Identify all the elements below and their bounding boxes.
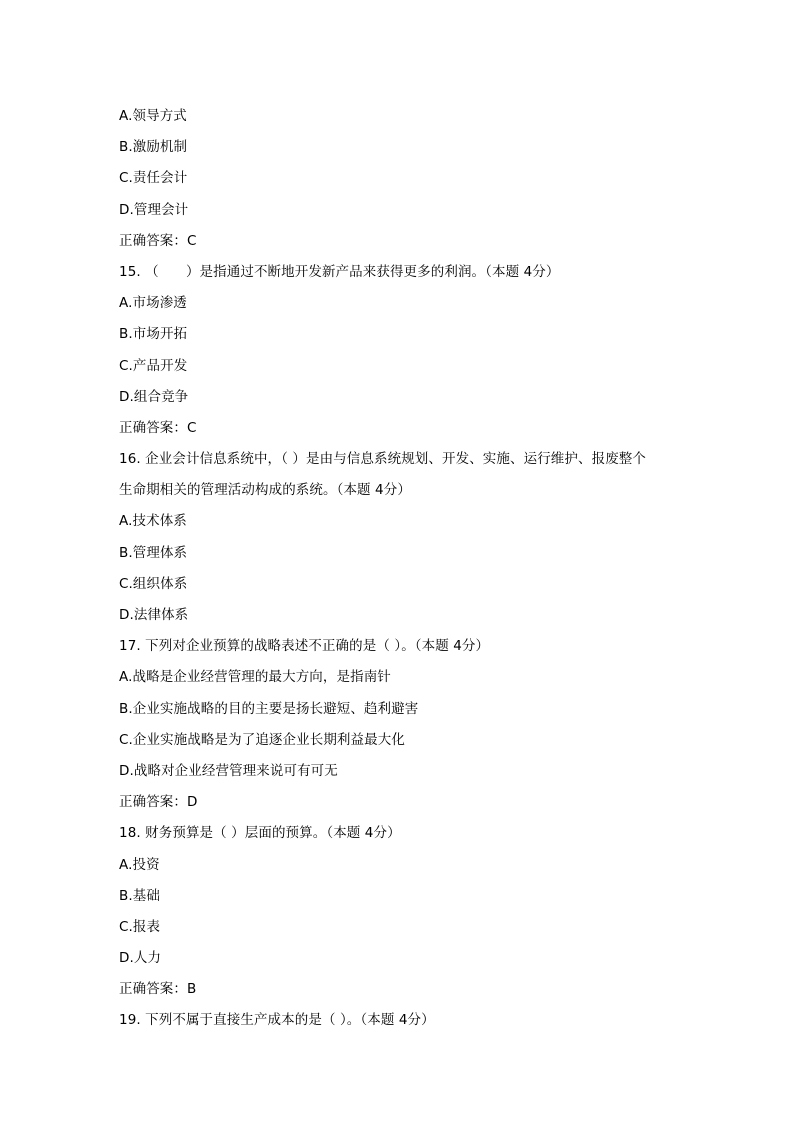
- option-c: C.报表: [119, 918, 161, 935]
- option-a: A.战略是企业经营管理的最大方向，是指南针: [119, 669, 391, 686]
- option-a: A.投资: [119, 856, 160, 873]
- option-d: D.组合竞争: [119, 388, 189, 405]
- question-16-continued: 生命期相关的管理活动构成的系统。（本题 4分）: [119, 482, 411, 499]
- option-b: B.市场开拓: [119, 326, 188, 343]
- option-d: D.战略对企业经营管理来说可有可无: [119, 762, 338, 779]
- question-15: 15. （ ）是指通过不断地开发新产品来获得更多的利润。（本题 4分）: [119, 263, 560, 280]
- correct-answer: 正确答案：D: [119, 794, 198, 811]
- question-19: 19. 下列不属于直接生产成本的是（ ）。（本题 4分）: [119, 1012, 435, 1029]
- option-c: C.企业实施战略是为了追逐企业长期利益最大化: [119, 731, 405, 748]
- option-c: C.责任会计: [119, 170, 188, 187]
- option-d: D.管理会计: [119, 201, 189, 218]
- option-b: B.管理体系: [119, 544, 188, 561]
- correct-answer: 正确答案：C: [119, 419, 197, 436]
- option-a: A.领导方式: [119, 108, 187, 124]
- question-17: 17. 下列对企业预算的战略表述不正确的是（ ）。（本题 4分）: [119, 638, 490, 655]
- option-a: A.市场渗透: [119, 295, 187, 312]
- option-b: B.基础: [119, 887, 160, 904]
- option-d: D.法律体系: [119, 607, 189, 623]
- option-b: B.企业实施战略的目的主要是扬长避短、趋利避害: [119, 700, 419, 717]
- option-c: C.组织体系: [119, 575, 188, 592]
- option-c: C.产品开发: [119, 357, 188, 374]
- question-18: 18. 财务预算是（ ）层面的预算。（本题 4分）: [119, 825, 401, 842]
- option-d: D.人力: [119, 950, 162, 967]
- document-content: [119, 101, 689, 1037]
- option-b: B.激励机制: [119, 139, 188, 156]
- correct-answer: 正确答案：C: [119, 232, 197, 249]
- question-16: 16. 企业会计信息系统中，（ ）是由与信息系统规划、开发、实施、运行维护、报废整个: [119, 451, 647, 468]
- option-a: A.技术体系: [119, 513, 187, 530]
- correct-answer: 正确答案：B: [119, 981, 197, 998]
